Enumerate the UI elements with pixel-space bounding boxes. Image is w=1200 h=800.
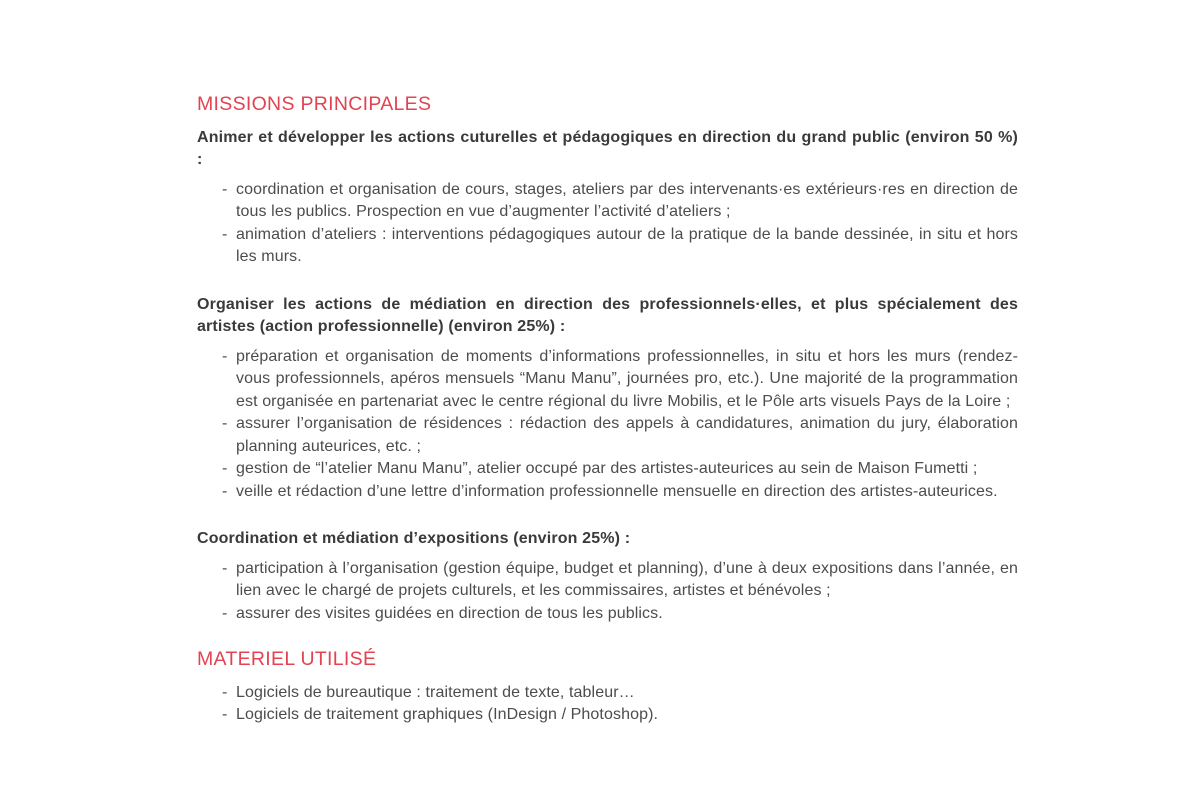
bullet-dash: - xyxy=(222,225,228,243)
bullet-text: assurer l’organisation de résidences : rédaction des appels à candidatures, animation du jury, élaboration planning auteurices, etc. ; xyxy=(236,415,1018,455)
mission-block-title: Coordination et médiation d’expositions (environ 25%) : xyxy=(197,530,631,547)
list-item xyxy=(222,558,1018,603)
list-item xyxy=(222,179,1018,224)
bullet-text: participation à l’organisation (gestion équipe, budget et planning), d’une à deux expositions dans l’année, en lien avec le chargé de projets culturels, et les commissaires, artistes et bénévoles ; xyxy=(236,559,1018,599)
bullet-dash: - xyxy=(222,415,228,432)
list-item xyxy=(222,481,1018,504)
list-item xyxy=(222,346,1018,414)
bullet-text: veille et rédaction d’une lettre d’information professionnelle mensuelle en direction des artistes-auteurices. xyxy=(236,482,998,500)
mission-block-professionnels xyxy=(197,294,1018,504)
bullet-list xyxy=(222,558,1018,626)
bullet-dash: - xyxy=(222,683,228,701)
materiel-heading: MATERIEL UTILISÉ xyxy=(197,648,377,670)
bullet-list xyxy=(222,346,1018,504)
missions-heading: MISSIONS PRINCIPALES xyxy=(197,93,432,115)
bullet-dash: - xyxy=(222,460,228,477)
bullet-text: coordination et organisation de cours, stages, ateliers par des intervenants·es extérieurs·res en direction de tous les publics. Prospection en vue d’augmenter l’activité d’ateliers ; xyxy=(236,180,1018,220)
bullet-dash: - xyxy=(222,706,228,723)
bullet-dash: - xyxy=(222,604,228,622)
mission-block-title: Animer et développer les actions cuturelles et pédagogiques en direction du grand public (environ 50 %) : xyxy=(197,128,1018,168)
bullet-dash: - xyxy=(222,180,228,198)
mission-block-grand-public xyxy=(197,127,1018,269)
bullet-text: Logiciels de traitement graphiques (InDesign / Photoshop). xyxy=(236,706,659,723)
list-item xyxy=(222,224,1018,269)
section-missions xyxy=(197,95,1018,625)
bullet-dash: - xyxy=(222,559,228,577)
list-item xyxy=(222,704,1018,727)
bullet-text: préparation et organisation de moments d’informations professionnelles, in situ et hors les murs (rendez-vous professionnels, apéros mensuels “Manu Manu”, journées pro, etc.). Une majorité de la programmation est organisée en partenariat avec le centre régional du livre Mobilis, et le Pôle arts visuels Pays de la Loire ; xyxy=(236,347,1018,410)
mission-block-title: Organiser les actions de médiation en direction des professionnels·elles, et plus spécialement des artistes (action professionnelle) (environ 25%) : xyxy=(197,295,1018,335)
list-item xyxy=(222,603,1018,626)
section-materiel xyxy=(197,650,1018,727)
list-item xyxy=(222,458,1018,481)
bullet-list xyxy=(222,682,1018,727)
bullet-dash: - xyxy=(222,347,228,365)
bullet-dash: - xyxy=(222,482,228,500)
list-item xyxy=(222,682,1018,705)
bullet-text: animation d’ateliers : interventions pédagogiques autour de la pratique de la bande dessinée, in situ et hors les murs. xyxy=(236,225,1018,265)
list-item xyxy=(222,413,1018,458)
bullet-list xyxy=(222,179,1018,269)
mission-block-expositions xyxy=(197,528,1018,625)
bullet-text: assurer des visites guidées en direction de tous les publics. xyxy=(236,604,663,622)
bullet-text: Logiciels de bureautique : traitement de texte, tableur… xyxy=(236,683,635,701)
bullet-text: gestion de “l’atelier Manu Manu”, atelier occupé par des artistes-auteurices au sein de Maison Fumetti ; xyxy=(236,460,978,477)
